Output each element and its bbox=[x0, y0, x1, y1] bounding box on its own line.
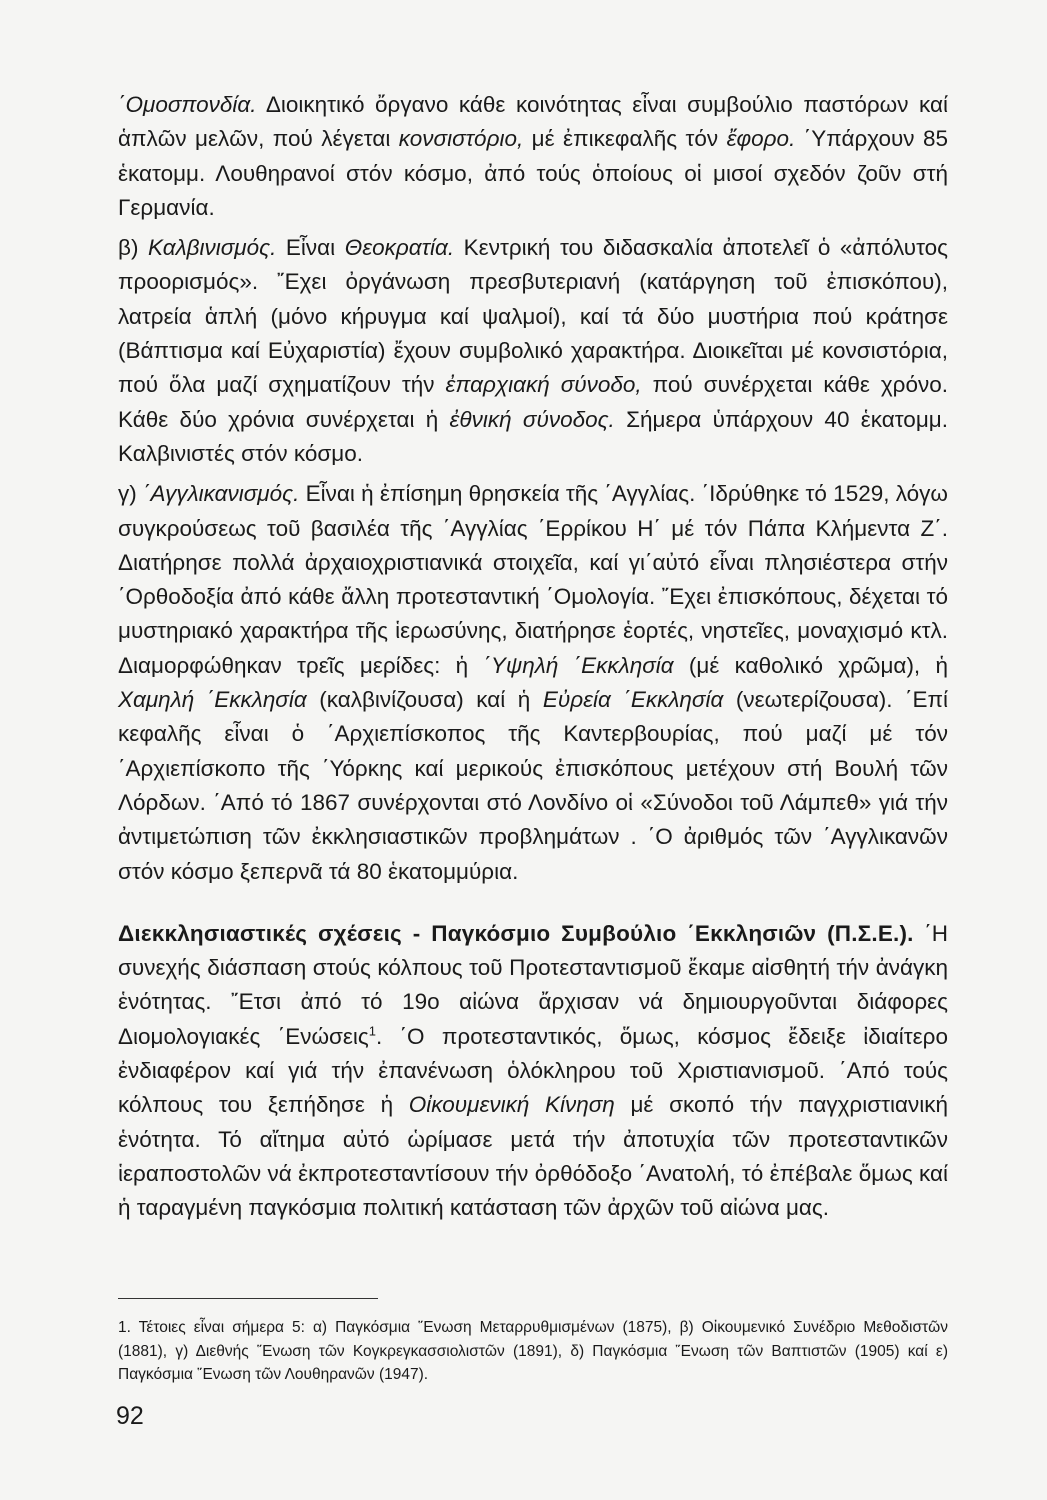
section-gap bbox=[118, 889, 948, 917]
footnote-divider bbox=[118, 1298, 378, 1299]
page-number: 92 bbox=[116, 1402, 144, 1430]
footnote: 1. Τέτοιες εἶναι σήμερα 5: α) Παγκόσμια ῞Ενωση Μεταρρυθμισμένων (1875), β) Οἰκουμενικό Συνέδριο Μεθοδιστῶν (1881), γ) Διεθνής ῞Ενωση τῶν Κογκρεγκασσιολιστῶν (1891), δ) Παγκόσμια ῞Ενωση τῶν Βαπτιστῶν (1905) καί ε) Παγκόσμια ῞Ενωση τῶν Λουθηρανῶν (1947). bbox=[118, 1319, 948, 1383]
paragraph-lutheran-federation: ΄Ομοσπονδία. Διοικητικό ὄργανο κάθε κοινότητας εἶναι συμβούλιο παστόρων καί ἁπλῶν μελῶν, πού λέγεται κονσιστόριο, μέ ἐπικεφαλῆς τόν ἔφορο. ΄Υπάρχουν 85 ἑκατομμ. Λουθηρανοί στόν κόσμο, ἀπό τούς ὁποίους οἱ μισοί σχεδόν ζοῦν στή Γερμανία. bbox=[118, 92, 948, 220]
section-heading: Διεκκλησιαστικές σχέσεις - Παγκόσμιο Συμβούλιο ΄Εκκλησιῶν (Π.Σ.Ε.). bbox=[118, 920, 914, 946]
term-federation: ΄Ομοσπονδία. bbox=[118, 92, 257, 117]
paragraph-calvinism: β) Καλβινισμός. Εἶναι Θεοκρατία. Κεντρική του διδασκαλία ἀποτελεῖ ὁ «ἀπόλυτος προορισμός». ῎Εχει ὀργάνωση πρεσβυτεριανή (κατάργηση τοῦ ἐπισκόπου), λατρεία ἁπλή (μόνο κήρυγμα καί ψαλμοί), καί τά δύο μυστήρια πού κράτησε (Βάπτισμα καί Εὐχαριστία) ἔχουν συμβολικό χαρακτήρα. Διοικεῖται μέ κονσιστόρια, πού ὅλα μαζί σχηματίζουν τήν ἐπαρχιακή σύνοδο, πού συνέρχεται κάθε χρόνο. Κάθε δύο χρόνια συνέρχεται ἡ ἐθνική σύνοδος. Σήμερα ὑπάρχουν 40 ἑκατομμ. Καλβινιστές στόν κόσμο. bbox=[118, 235, 949, 466]
term-calvinism: Καλβινισμός. bbox=[148, 235, 277, 261]
footnote-ref: 1 bbox=[368, 1023, 377, 1039]
main-text bbox=[118, 88, 948, 1226]
term-anglicanism: ΄Αγγλικανισμός. bbox=[143, 481, 300, 507]
term-ecumenical-movement: Οἰκουμενική Κίνηση bbox=[408, 1092, 615, 1118]
paragraph-anglicanism: γ) ΄Αγγλικανισμός. Εἶναι ἡ ἐπίσημη θρησκεία τῆς ΄Αγγλίας. ΄Ιδρύθηκε τό 1529, λόγω συγκρούσεως τοῦ βασιλέα τῆς ΄Αγγλίας ΄Ερρίκου Η΄ μέ τόν Πάπα Κλήμεντα Ζ΄. Διατήρησε πολλά ἀρχαιοχριστιανικά στοιχεῖα, καί γι΄αὐτό εἶναι πλησιέστερα στήν ΄Ορθοδοξία ἀπό κάθε ἄλλη προτεσταντική ΄Ομολογία. ῎Εχει ἐπισκόπους, δέχεται τό μυστηριακό χαρακτήρα τῆς ἱερωσύνης, διατήρησε ἑορτές, νηστεῖες, μοναχισμό κτλ. Διαμορφώθηκαν τρεῖς μερίδες: ἡ ΄Υψηλή ΄Εκκλησία (μέ καθολικό χρῶμα), ἡ Χαμηλή ΄Εκκλησία (καλβινίζουσα) καί ἡ Εὐρεία ΄Εκκλησία (νεωτερίζουσα). ΄Επί κεφαλῆς εἶναι ὁ ΄Αρχιεπίσκοπος τῆς Καντερβουρίας, πού μαζί μέ τόν ΄Αρχιεπίσκοπο τῆς ΄Υόρκης καί μερικούς ἐπισκόπους μετέχουν στή Βουλή τῶν Λόρδων. ΄Από τό 1867 συνέρχονται στό Λονδίνο οἱ «Σύνοδοι τοῦ Λάμπεθ» γιά τήν ἀντιμετώπιση τῶν ἐκκλησιαστικῶν προβλημάτων . ΄Ο ἀριθμός τῶν ΄Αγγλικανῶν στόν κόσμο ξεπερνᾶ τά 80 ἑκατομμύρια. bbox=[118, 481, 948, 884]
paragraph-interchurch-relations: Διεκκλησιαστικές σχέσεις - Παγκόσμιο Συμβούλιο ΄Εκκλησιῶν (Π.Σ.Ε.). ΄Η συνεχής διάσπαση στούς κόλπους τοῦ Προτεσταντισμοῦ ἔκαμε αἰσθητή τήν ἀνάγκη ἑνότητας. ῎Ετσι ἀπό τό 19ο αἰώνα ἄρχισαν νά δημιουργοῦνται διάφορες Διομολογιακές ΄Ενώσεις$^1$. ΄Ο προτεσταντικός, ὅμως, κόσμος ἔδειξε ἰδιαίτερο ἐνδιαφέρον καί γιά τήν ἐπανένωση ὁλόκληρου τοῦ Χριστιανισμοῦ. ΄Από τούς κόλπους του ξεπήδησε ἡ Οἰκουμενική Κίνηση μέ σκοπό τήν παγχριστιανική ἑνότητα. Τό αἴτημα αὐτό ὡρίμασε μετά τήν ἀποτυχία τῶν προτεσταντικῶν ἱεραποστολῶν νά ἐκπροτεσταντίσουν τήν ὀρθόδοξο ΄Ανατολή, τό ἐπέβαλε ὅμως καί ἡ ταραγμένη παγκόσμια πολιτική κατάσταση τῶν ἀρχῶν τοῦ αἰώνα μας. bbox=[118, 920, 949, 1221]
